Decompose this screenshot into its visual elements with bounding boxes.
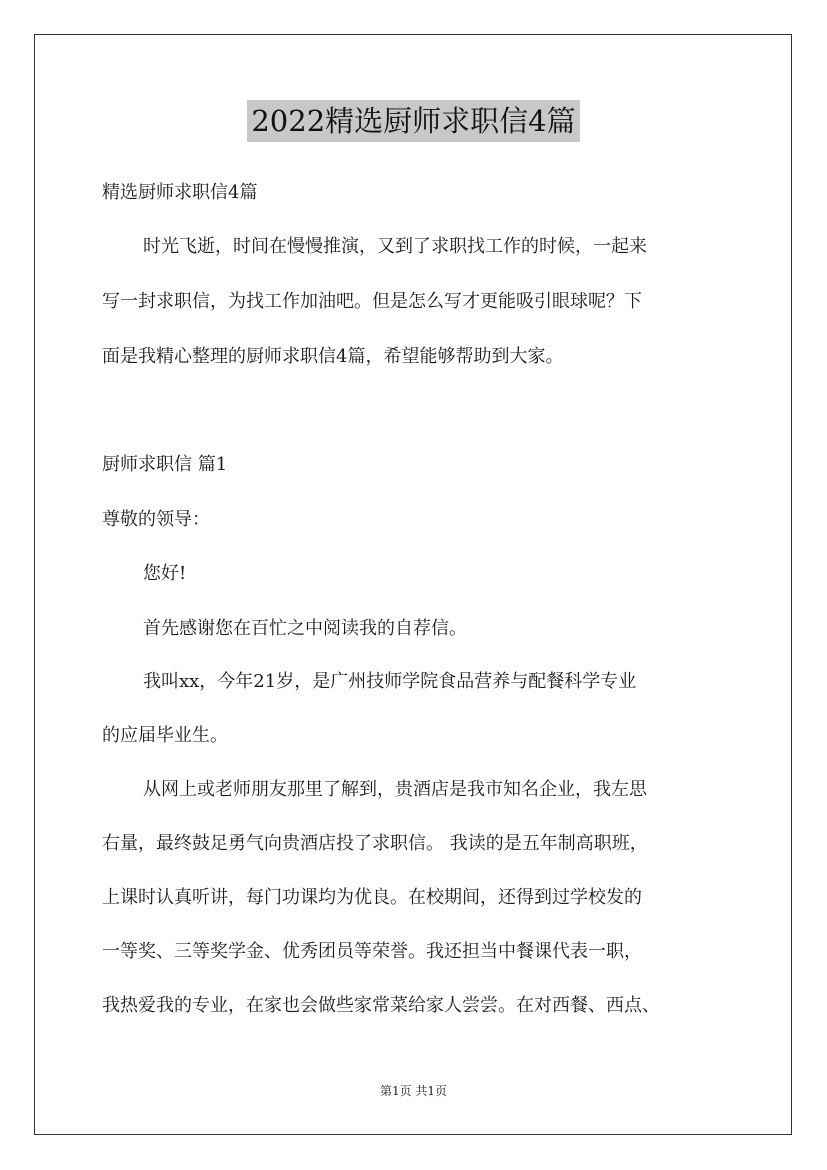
body-line: 的应届毕业生。	[102, 725, 228, 746]
document-title: 2022精选厨师求职信4篇	[247, 100, 579, 142]
section-heading: 厨师求职信 篇1	[102, 454, 228, 475]
body-line: 一等奖、三等奖学金、优秀团员等荣誉。我还担当中餐课代表一职，	[102, 941, 642, 962]
body-line: 上课时认真听讲，每门功课均为优良。在校期间，还得到过学校发的	[102, 887, 642, 908]
body-line: 从网上或老师朋友那里了解到，贵酒店是我市知名企业，我左思	[143, 779, 647, 800]
intro-line: 时光飞逝，时间在慢慢推演，又到了求职找工作的时候，一起来	[143, 236, 647, 257]
body-line: 首先感谢您在百忙之中阅读我的自荐信。	[143, 618, 467, 639]
greeting: 您好!	[143, 563, 187, 584]
page-footer: 第1页 共1页	[379, 1084, 448, 1098]
document-subtitle: 精选厨师求职信4篇	[102, 182, 258, 203]
title-container	[0, 100, 827, 142]
salutation: 尊敬的领导：	[102, 509, 210, 530]
intro-line: 写一封求职信，为找工作加油吧。但是怎么写才更能吸引眼球呢？下	[102, 291, 642, 312]
body-line: 我热爱我的专业，在家也会做些家常菜给家人尝尝。在对西餐、西点、	[102, 995, 660, 1016]
body-line: 我叫xx，今年21岁，是广州技师学院食品营养与配餐科学专业	[143, 671, 637, 692]
intro-line: 面是我精心整理的厨师求职信4篇，希望能够帮助到大家。	[102, 346, 564, 367]
body-line: 右量，最终鼓足勇气向贵酒店投了求职信。 我读的是五年制高职班，	[102, 833, 648, 854]
